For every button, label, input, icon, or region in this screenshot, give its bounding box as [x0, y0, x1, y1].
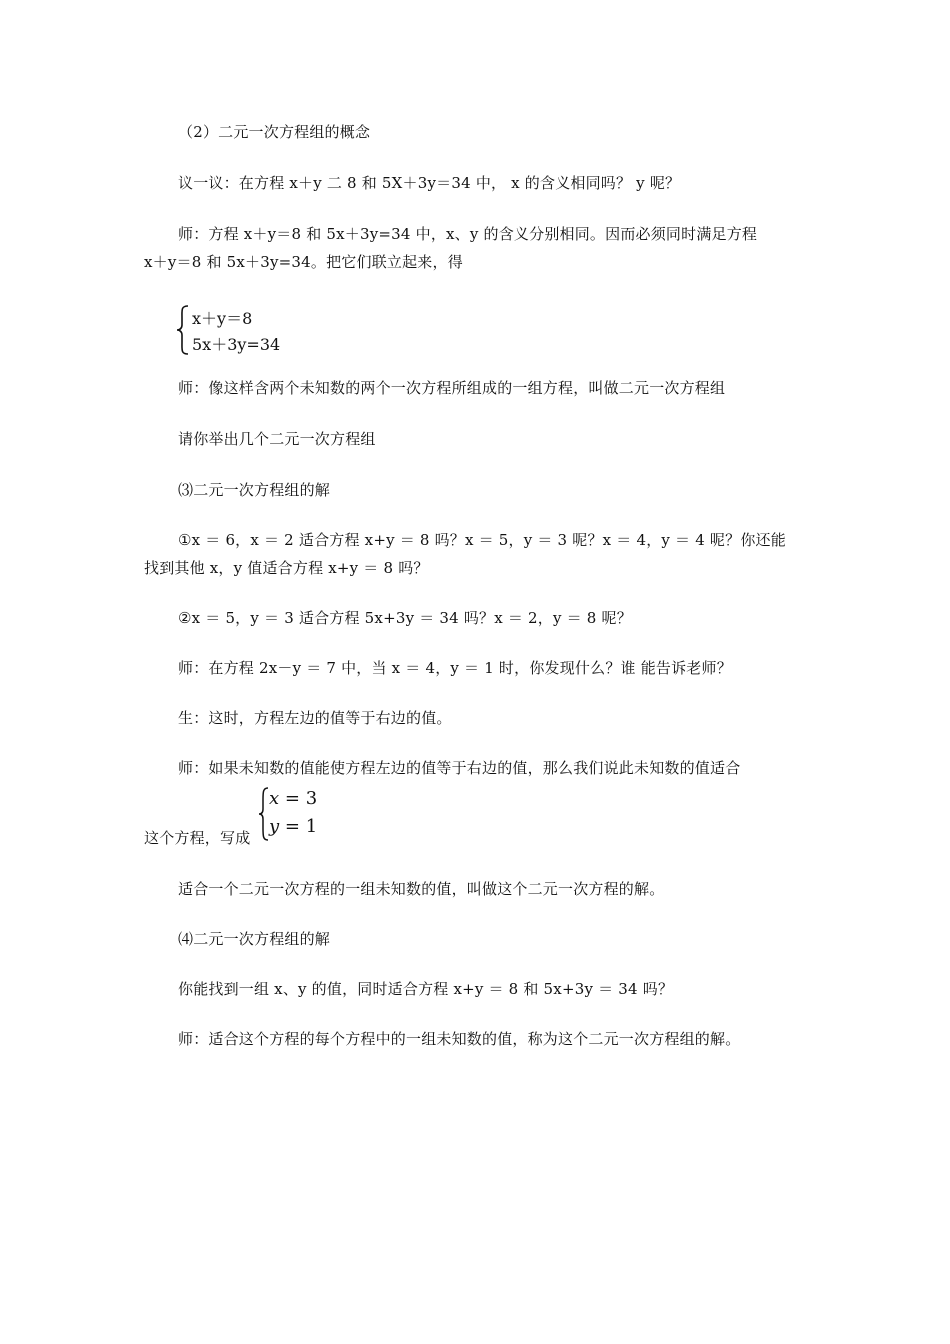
paragraph-teacher-definition: 师：像这样含两个未知数的两个一次方程所组成的一组方程，叫做二元一次方程组 [178, 379, 726, 397]
solution-x: x = 3 [269, 788, 318, 809]
paragraph-teacher-2: 师：在方程 2x－y ＝ 7 中，当 x ＝ 4，y ＝ 1 时，你发现什么？谁 能告诉老师？ [178, 659, 732, 677]
paragraph-teacher-1a: 师：方程 x＋y＝8 和 5x＋3y=34 中，x、y 的含义分别相同。因而必须同时满足方程 [178, 225, 758, 243]
paragraph-examples: 请你举出几个二元一次方程组 [178, 430, 376, 448]
question-1a: ①x ＝ 6，x ＝ 2 适合方程 x+y ＝ 8 吗？x ＝ 5，y ＝ 3 呢？x ＝ 4，y ＝ 4 呢？你还能 [178, 531, 786, 549]
question-2: ②x ＝ 5，y ＝ 3 适合方程 5x+3y ＝ 34 吗？x ＝ 2，y ＝ 8 呢？ [178, 609, 632, 627]
equation-2: 5x＋3y=34 [192, 335, 281, 354]
section-heading-3: ⑶二元一次方程组的解 [178, 481, 331, 499]
equation-system-1 [175, 304, 315, 356]
paragraph-teacher-final: 师：适合这个方程的每个方程中的一组未知数的值，称为这个二元一次方程组的解。 [178, 1030, 741, 1048]
solution-y: y = 1 [269, 816, 318, 837]
left-brace-icon [175, 304, 191, 356]
paragraph-discuss: 议一议：在方程 x＋y 二 8 和 5X＋3y＝34 中， x 的含义相同吗？ y 呢？ [178, 174, 681, 192]
section-heading-4: ⑷二元一次方程组的解 [178, 930, 331, 948]
equation-1: x＋y＝8 [192, 309, 253, 328]
paragraph-student: 生：这时，方程左边的值等于右边的值。 [178, 709, 452, 727]
section-heading-2: （2）二元一次方程组的概念 [178, 123, 371, 141]
question-3: 你能找到一组 x、y 的值，同时适合方程 x+y ＝ 8 和 5x+3y ＝ 34 吗？ [178, 980, 674, 998]
question-1b: 找到其他 x，y 值适合方程 x+y ＝ 8 吗？ [144, 559, 429, 577]
paragraph-solution-definition: 适合一个二元一次方程的一组未知数的值，叫做这个二元一次方程的解。 [178, 880, 665, 898]
paragraph-teacher-1b: x＋y＝8 和 5x＋3y=34。把它们联立起来，得 [144, 253, 463, 271]
paragraph-teacher-3b: 这个方程，写成 [144, 829, 251, 847]
paragraph-teacher-3a: 师：如果未知数的值能使方程左边的值等于右边的值，那么我们说此未知数的值适合 [178, 759, 741, 777]
equation-system-2 [258, 786, 348, 842]
